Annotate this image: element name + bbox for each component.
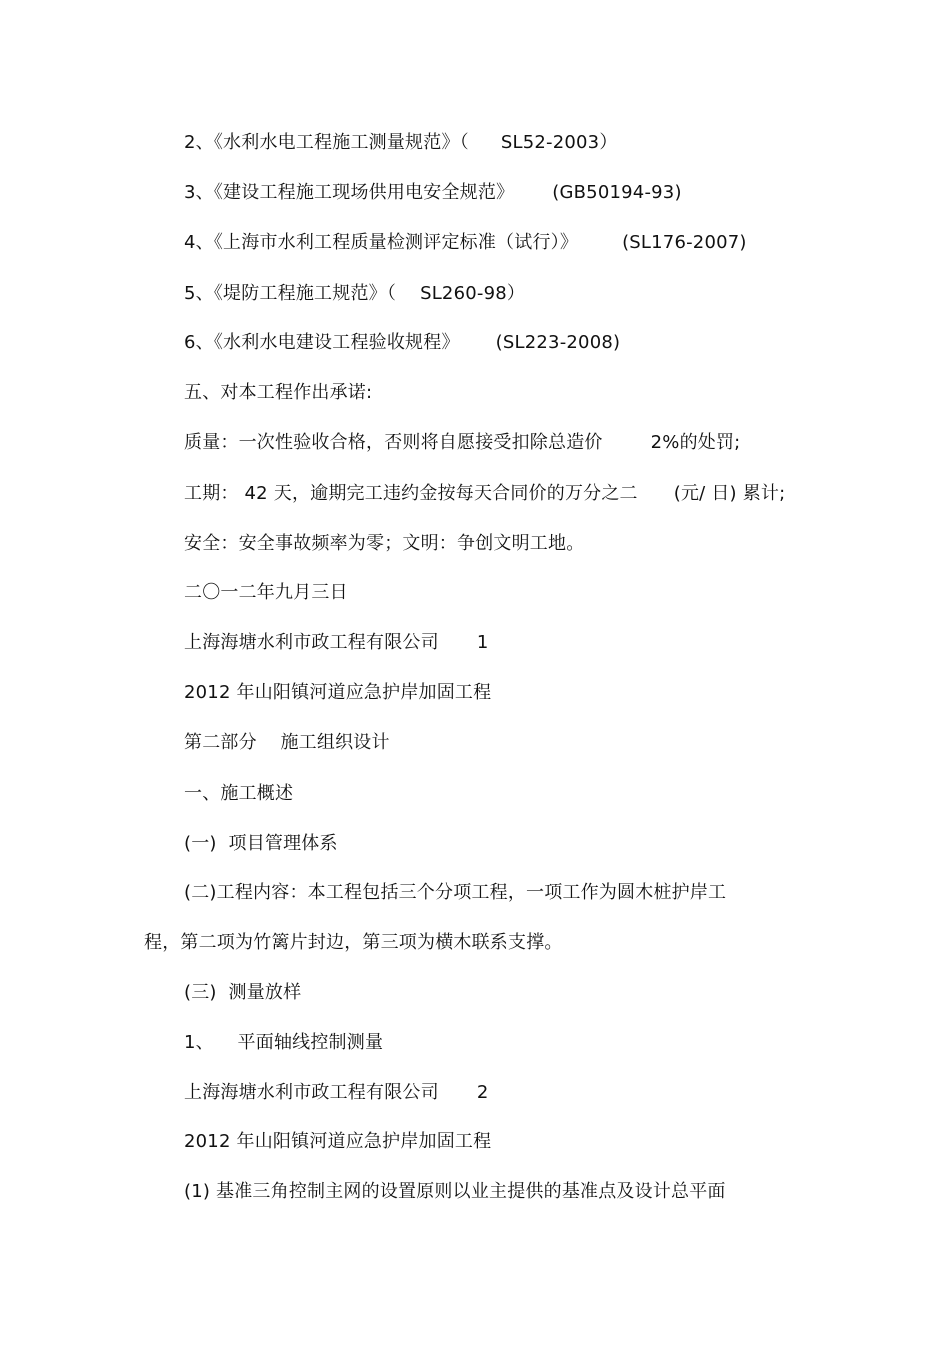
line-text: 2、《水利水电工程施工测量规范》（ xyxy=(184,132,469,153)
reference-item-2 xyxy=(184,131,618,155)
line-code: SL260-98） xyxy=(420,283,526,304)
line-text: 第二部分 施工组织设计 xyxy=(184,732,390,753)
company-footer-2 xyxy=(184,1081,488,1105)
subsection-survey xyxy=(184,981,301,1005)
line-code: SL52-2003） xyxy=(500,132,618,153)
line-text: (一) 项目管理体系 xyxy=(184,833,338,854)
reference-item-3 xyxy=(184,181,682,205)
page-number: 2 xyxy=(476,1082,489,1103)
section-overview xyxy=(184,782,293,806)
company-footer-1 xyxy=(184,631,488,655)
line-text: 5、《堤防工程施工规范》（ xyxy=(184,283,397,304)
subsection-content-cont xyxy=(144,931,563,955)
line-text: 二〇一二年九月三日 xyxy=(184,582,348,603)
line-text: 程，第二项为竹篱片封边，第三项为横木联系支撑。 xyxy=(144,932,563,953)
line-text: 3、《建设工程施工现场供用电安全规范》 xyxy=(184,182,515,203)
date-line xyxy=(184,581,348,605)
subsection-management xyxy=(184,832,338,856)
commitment-schedule xyxy=(184,482,785,506)
commitment-quality xyxy=(184,431,740,455)
line-tail: 2%的处罚; xyxy=(650,432,741,453)
line-code: (SL223-2008) xyxy=(495,332,621,353)
company-name: 上海海塘水利市政工程有限公司 xyxy=(184,1082,439,1103)
project-header-2 xyxy=(184,1130,491,1154)
line-text: 一、施工概述 xyxy=(184,783,294,804)
project-header-1 xyxy=(184,681,491,705)
line-text: (二)工程内容：本工程包括三个分项工程，一项工作为圆木桩护岸工 xyxy=(184,882,727,903)
line-text: (1) 基准三角控制主网的设置原则以业主提供的基准点及设计总平面 xyxy=(184,1181,726,1202)
commitment-safety xyxy=(184,532,584,556)
line-text: 五、对本工程作出承诺: xyxy=(184,382,373,403)
reference-item-4 xyxy=(184,231,747,255)
line-text: 4、《上海市水利工程质量检测评定标准（试行）》 xyxy=(184,232,579,253)
line-text: 6、《水利水电建设工程验收规程》 xyxy=(184,332,460,353)
company-name: 上海海塘水利市政工程有限公司 xyxy=(184,632,439,653)
line-text: 质量：一次性验收合格，否则将自愿接受扣除总造价 xyxy=(184,432,603,453)
item-triangulation xyxy=(184,1180,726,1204)
line-text: 2012 年山阳镇河道应急护岸加固工程 xyxy=(184,1131,492,1152)
item-axis-control xyxy=(184,1031,383,1055)
reference-item-5 xyxy=(184,282,525,306)
line-code: (GB50194-93) xyxy=(552,182,682,203)
page-number: 1 xyxy=(476,632,489,653)
part-two-heading xyxy=(184,731,390,755)
subsection-content xyxy=(184,881,726,905)
line-tail: (元/ 日) 累计; xyxy=(673,483,786,504)
section-heading-commitments xyxy=(184,381,372,405)
line-text: 2012 年山阳镇河道应急护岸加固工程 xyxy=(184,682,492,703)
line-text: 安全：安全事故频率为零；文明：争创文明工地。 xyxy=(184,533,585,554)
line-text: 1、 平面轴线控制测量 xyxy=(184,1032,384,1053)
reference-item-6 xyxy=(184,331,620,355)
line-code: (SL176-2007) xyxy=(622,232,747,253)
line-text: (三) 测量放样 xyxy=(184,982,302,1003)
line-text: 工期： 42 天，逾期完工违约金按每天合同价的万分之二 xyxy=(184,483,638,504)
